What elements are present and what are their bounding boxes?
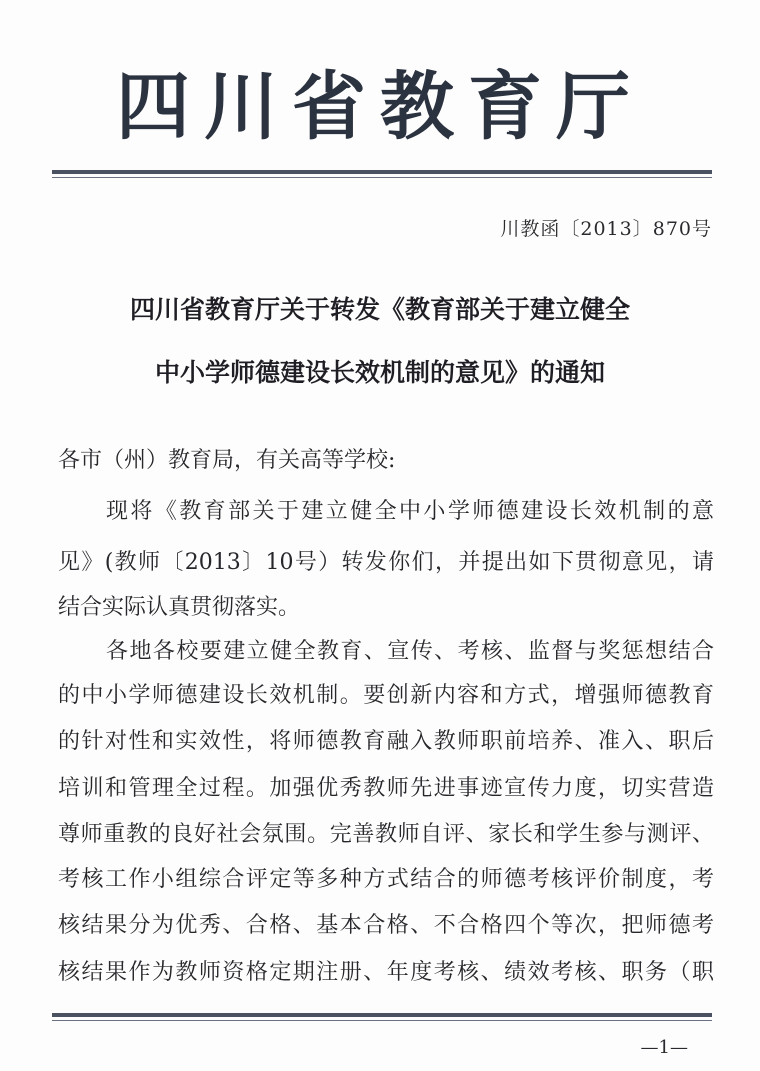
page-number: —1— xyxy=(640,1037,688,1058)
body-line: 的针对性和实效性，将师德教育融入教师职前培养、准入、职后 xyxy=(58,729,714,754)
masthead-rule-thin xyxy=(52,177,712,178)
body-line: 各地各校要建立健全教育、宣传、考核、监督与奖惩想结合 xyxy=(106,639,714,664)
masthead-title: 四川省教育厅 xyxy=(116,64,644,150)
body-line: 培训和管理全过程。加强优秀教师先进事迹宣传力度，切实营造 xyxy=(58,776,714,801)
body-line: 结合实际认真贯彻落实。 xyxy=(58,595,301,620)
body-line: 核结果作为教师资格定期注册、年度考核、绩效考核、职务（职 xyxy=(58,960,714,985)
body-line: 尊师重教的良好社会氛围。完善教师自评、家长和学生参与测评、 xyxy=(58,822,714,847)
document-title-line-2: 中小学师德建设长效机制的意见》的通知 xyxy=(154,358,605,387)
footer-rule-thin xyxy=(52,1020,712,1021)
body-line: 现将《教育部关于建立健全中小学师德建设长效机制的意 xyxy=(106,499,714,524)
footer-rule xyxy=(52,1013,712,1017)
body-line: 见》(教师〔2013〕10号）转发你们，并提出如下贯彻意见，请 xyxy=(58,550,714,575)
salutation: 各市（州）教育局，有关高等学校: xyxy=(58,448,396,473)
document-title-line-1: 四川省教育厅关于转发《教育部关于建立健全 xyxy=(129,295,630,324)
document-number: 川教函〔2013〕870号 xyxy=(500,218,712,240)
body-line: 核结果分为优秀、合格、基本合格、不合格四个等次，把师德考 xyxy=(58,913,714,938)
body-line: 考核工作小组综合评定等多种方式结合的师德考核评价制度，考 xyxy=(58,867,714,892)
masthead-rule xyxy=(52,170,712,174)
body-line: 的中小学师德建设长效机制。要创新内容和方式，增强师德教育 xyxy=(58,683,714,708)
